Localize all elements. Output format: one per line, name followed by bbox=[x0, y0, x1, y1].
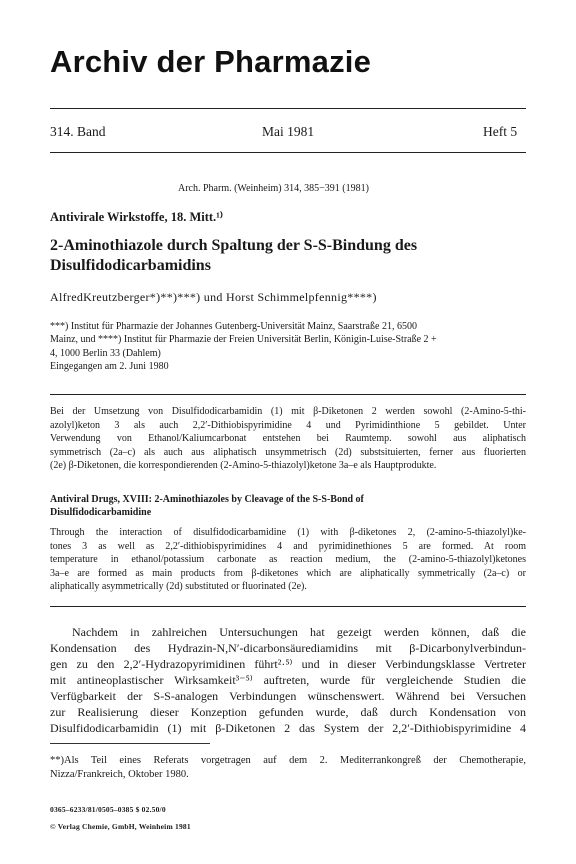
english-title-line: Antiviral Drugs, XVIII: 2-Aminothiazoles by Cleavage of the S-S-Bond of bbox=[50, 494, 364, 505]
abstract-line: (2e) β-Diketonen, die korrespondierenden (2-Amino-5-thiazolyl)ketone 3a–e als Hauptprodukte. bbox=[50, 460, 437, 472]
affiliation-line: Mainz, und ****) Institut für Pharmazie der Freien Universität Berlin, Königin-Luise-Straße 2 + bbox=[50, 334, 437, 346]
body-line: gen zu den 2,2′-Hydrazopyrimidinen führt²·⁵⁾ und in dieser Verbindungsklasse Vertreter bbox=[50, 657, 526, 671]
article-code: 0365–6233/81/0505–0385 $ 02.50/0 bbox=[50, 805, 166, 814]
abstract-line: symmetrisch (2a–c) als auch aus aliphatisch unsymmetrisch (2d) substsituierten, ferner aus fluorierten bbox=[50, 446, 526, 458]
footnote-line: **)Als Teil eines Referats vorgetragen auf dem 2. Mediterrankongreß der Chemotherapie, bbox=[50, 755, 526, 766]
header-top-rule bbox=[50, 108, 526, 109]
body-line: zur Realisierung dieser Konzeption gefunden wurde, daß durch Kondensation von bbox=[50, 705, 526, 719]
issue-date: Mai 1981 bbox=[262, 124, 315, 139]
abstract-german bbox=[50, 405, 526, 473]
footnote-rule bbox=[50, 743, 210, 744]
copyright-notice: © Verlag Chemie, GmbH, Weinheim 1981 bbox=[50, 822, 191, 831]
series-title: Antivirale Wirkstoffe, 18. Mitt.¹⁾ bbox=[50, 210, 223, 224]
received-date: Eingegangen am 2. Juni 1980 bbox=[50, 361, 169, 373]
abstract-bottom-rule bbox=[50, 606, 526, 607]
header-bottom-rule bbox=[50, 152, 526, 153]
article-title bbox=[50, 236, 526, 276]
footnote bbox=[50, 754, 526, 782]
abstract-line: aliphatically asymmetrically (2d) substituted or fluorinated (2e). bbox=[50, 581, 307, 593]
affiliation-line: ***) Institut für Pharmazie der Johannes Gutenberg-Universität Mainz, Saarstraße 21, 6500 bbox=[50, 321, 417, 332]
abstract-line: azolyl)keton 3 als auch 2,2′-Dithiobispyrimidine 4 und Pyrimidinthione 5 gebildet. Unter bbox=[50, 419, 526, 431]
citation: Arch. Pharm. (Weinheim) 314, 385−391 (1981) bbox=[178, 183, 369, 194]
volume-label: 314. Band bbox=[50, 124, 106, 139]
affiliation-line: 4, 1000 Berlin 33 (Dahlem) bbox=[50, 347, 161, 359]
title-line: 2-Aminothiazole durch Spaltung der S-S-Bindung des bbox=[50, 237, 418, 254]
body-line: Verfügbarkeit der S-S-analogen Verbindungen wünschenswert. Während bei Versuchen bbox=[50, 689, 526, 703]
issue-number: Heft 5 bbox=[483, 124, 518, 139]
footnote-line: Nizza/Frankreich, Oktober 1980. bbox=[50, 769, 189, 780]
abstract-english bbox=[50, 526, 526, 594]
english-title bbox=[50, 493, 526, 519]
abstract-line: tones 3 as well as 2,2′-dithiobispyrimidines 4 and pyrimidinethiones 5 are formed. At room bbox=[50, 540, 526, 552]
title-line: Disulfidodicarbamidins bbox=[50, 257, 211, 274]
body-line: Nachdem in zahlreichen Untersuchungen hat gezeigt werden können, daß die bbox=[72, 625, 526, 639]
authors: AlfredKreutzberger*)**)***) und Horst Schimmelpfennig****) bbox=[50, 290, 377, 304]
journal-name: Archiv der Pharmazie bbox=[50, 44, 372, 79]
english-title-line: Disulfidodicarbamidine bbox=[50, 507, 152, 518]
body-line: Disulfidodicarbamidin (1) mit β-Diketonen 2 das System der 2,2′-Dithiobispyrimidine 4 bbox=[50, 721, 526, 735]
abstract-line: 3a–e are formed as main products from β-diketones which are aliphatically symmetrically (2a–c) or bbox=[50, 567, 526, 579]
abstract-line: Bei der Umsetzung von Disulfidodicarbamidin (1) mit β-Diketonen 2 werden sowohl (2-Amino-5-thi- bbox=[50, 406, 526, 417]
body-line: mit antineoplastischer Wirksamkeit³⁻⁵⁾ auftreten, wurde für vergleichende Studien die bbox=[50, 673, 526, 687]
abstract-line: Through the interaction of disulfidodicarbamidine (1) with β-diketones 2, (2-amino-5-thiazolyl)ke- bbox=[50, 527, 526, 538]
abstract-line: temperature in ethanol/potassium carbonate as reaction medium, the (2-amino-5-thiazolyl)ketones bbox=[50, 554, 526, 566]
abstract-line: Verwendung von Ethanol/Kaliumcarbonat entstehen bei Raumtemp. sowohl aus aliphatisch bbox=[50, 433, 526, 445]
body-line: Kondensation des Hydrazin-N,N′-dicarbonsäurediamidins mit β-Dicarbonylverbindun- bbox=[50, 641, 526, 655]
body-paragraph bbox=[50, 624, 526, 736]
affiliation bbox=[50, 320, 526, 374]
abstract-top-rule bbox=[50, 394, 526, 395]
